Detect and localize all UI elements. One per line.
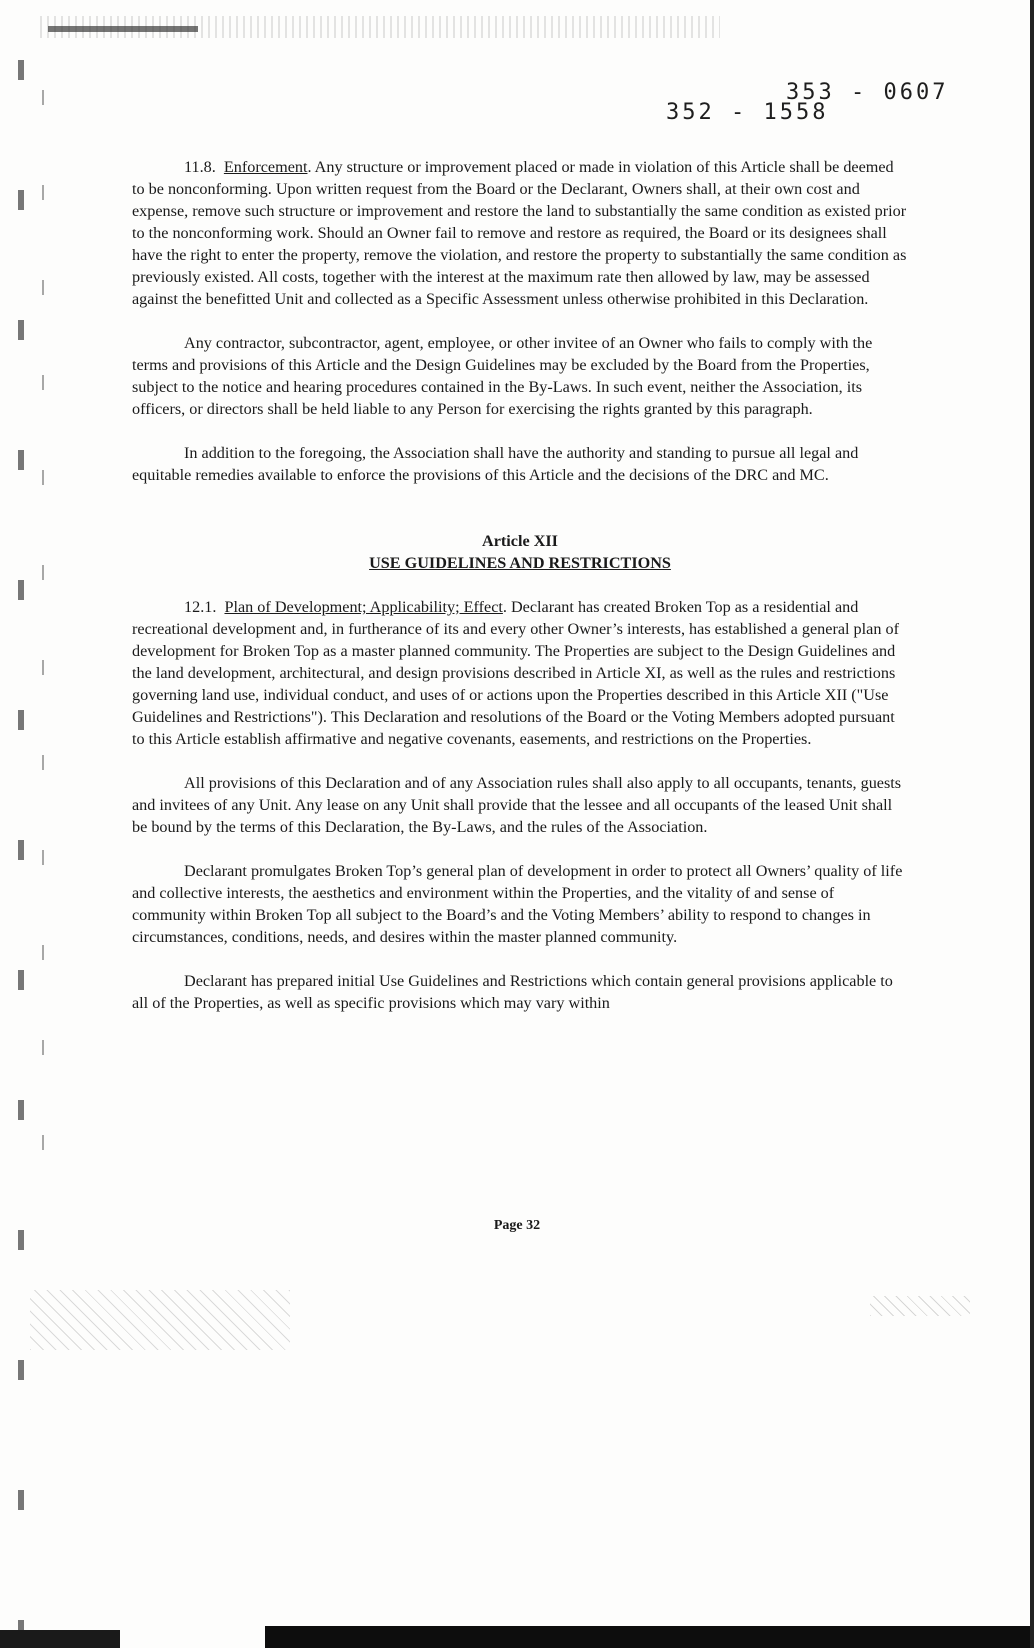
- section-11-8: [132, 156, 908, 310]
- scan-artifact-bottom-left: [0, 1630, 120, 1648]
- paragraph-prepared: Declarant has prepared initial Use Guidelines and Restrictions which contain general provisions applicable to all of the Properties, as well as specific provisions which may vary within: [132, 972, 893, 1012]
- section-text: . Any structure or improvement placed or made in violation of this Article shall be deemed to be nonconforming. Upon written request from the Board or the Declarant, Owners shall, at their own cost and expense, remove such structure or improvement and restore the land to substantially the same condition as existed prior to the nonconforming work. Should an Owner fail to remove and restore as required, the Board or its designees shall have the right to enter the property, remove the violation, and restore the property to substantially the same condition as previously existed. All costs, together with the interest at the maximum rate then allowed by law, may be assessed against the benefitted Unit and collected as a Specific Assessment unless otherwise prohibited in this Declaration.: [132, 158, 907, 308]
- section-12-1: [132, 596, 908, 750]
- recording-stamp-top: 353 - 0607: [786, 80, 949, 105]
- paragraph-provisions: All provisions of this Declaration and of any Association rules shall also apply to all occupants, tenants, guests and invitees of any Unit. Any lease on any Unit shall provide that the lessee and all occupants of the leased Unit shall be bound by the terms of this Declaration, the By-Laws, and the rules of the Association.: [132, 774, 902, 836]
- scan-artifact-left-inner: [42, 60, 44, 1160]
- section-text: . Declarant has created Broken Top as a residential and recreational development and, in furtherance of its and every other Owner’s interests, has established a general plan of development for Broken Top as a master planned community. The Properties are subject to the Design Guidelines and the land development, architectural, and design provisions described in Article XI, as well as the rules and restrictions governing land use, individual conduct, and uses of or actions upon the Properties described in this Article XII ("Use Guidelines and Restrictions"). This Declaration and resolutions of the Board or the Voting Members adopted pursuant to this Article establish affirmative and negative covenants, easements, and restrictions on the Properties.: [132, 598, 899, 748]
- paragraph-addition: In addition to the foregoing, the Association shall have the authority and standing to pursue all legal and equitable remedies available to enforce the provisions of this Article and the decisions of the DRC and MC.: [132, 444, 859, 484]
- section-number: 12.1.: [184, 598, 217, 616]
- page-number: Page 32: [493, 1218, 541, 1233]
- paragraph-contractor: Any contractor, subcontractor, agent, employee, or other invitee of an Owner who fails to comply with the terms and provisions of this Article and the Design Guidelines may be excluded by the Board from the Properties, subject to the notice and hearing procedures contained in the By-Laws. In such event, neither the Association, its officers, or directors shall be held liable to any Person for exercising the rights granted by this paragraph.: [132, 334, 873, 418]
- section-number: 11.8.: [184, 158, 216, 176]
- article-subheading: USE GUIDELINES AND RESTRICTIONS: [369, 554, 671, 572]
- section-title: Plan of Development; Applicability; Effect: [224, 598, 503, 616]
- recording-stamp-bottom: 352 - 1558: [666, 100, 829, 125]
- section-title: Enforcement: [223, 158, 308, 176]
- scan-artifact-top-dark: [48, 26, 198, 32]
- scan-artifact-right-edge: [1030, 0, 1034, 1648]
- scan-artifact-right-speckle: [870, 1296, 970, 1316]
- document-body: [132, 156, 908, 1014]
- paragraph-promulgates: Declarant promulgates Broken Top’s general plan of development in order to protect all Owners’ quality of life and collective interests, the aesthetics and environment within the Properties, and the vitality of and sense of community within Broken Top all subject to the Board’s and the Voting Members’ ability to respond to changes in circumstances, conditions, needs, and desires within the master planned community.: [132, 862, 903, 946]
- scan-artifact-bottom-speckle: [30, 1290, 290, 1350]
- scan-artifact-left-margin: [18, 0, 24, 1648]
- scan-artifact-bottom-bar: [265, 1626, 1030, 1648]
- article-heading: Article XII: [482, 532, 558, 550]
